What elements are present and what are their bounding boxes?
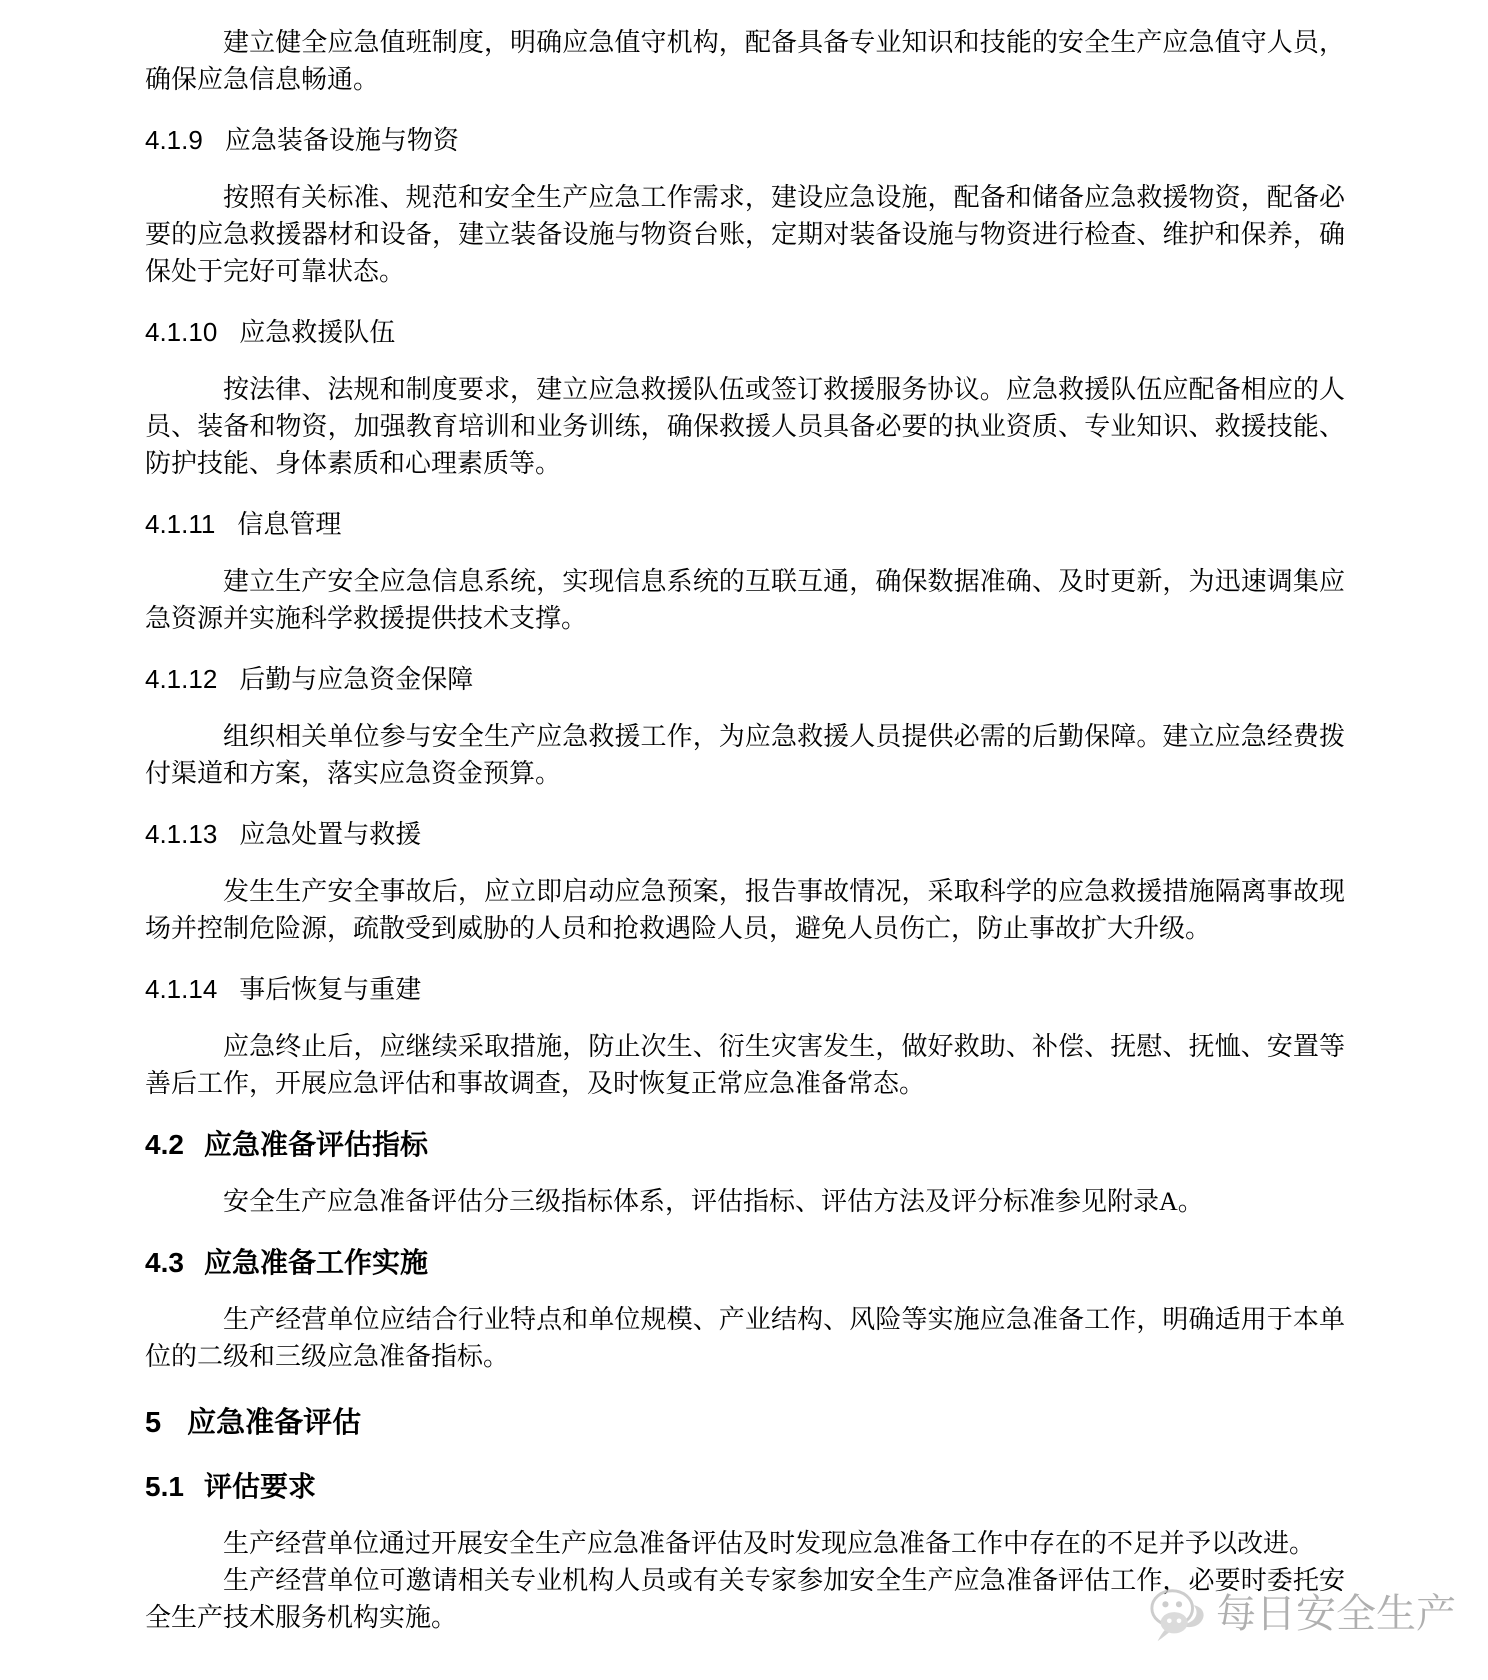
heading-5: [145, 1405, 1345, 1442]
heading-title: 后勤与应急资金保障: [239, 665, 474, 694]
heading-4-1-12: [145, 661, 1345, 698]
heading-title: 应急准备评估: [187, 1407, 362, 1439]
heading-title: 评估要求: [203, 1471, 316, 1502]
heading-4-3: [145, 1244, 1345, 1281]
heading-4-1-10: [145, 314, 1345, 351]
paragraph-information-management: 建立生产安全应急信息系统，实现信息系统的互联互通，确保数据准确、及时更新，为迅速调集应急资源并实施科学救援提供技术支撑。: [145, 567, 1345, 633]
paragraph-evaluation-indicators: 安全生产应急准备评估分三级指标体系，评估指标、评估方法及评分标准参见附录A。: [223, 1187, 1204, 1216]
heading-title: 应急准备工作实施: [203, 1247, 428, 1278]
heading-4-1-13: [145, 816, 1345, 853]
heading-title: 应急救援队伍: [239, 318, 396, 347]
heading-title: 应急准备评估指标: [203, 1129, 428, 1160]
paragraph-evaluation-requirement-2: 生产经营单位可邀请相关专业机构人员或有关专家参加安全生产应急准备评估工作，必要时委托安全生产技术服务机构实施。: [145, 1566, 1345, 1632]
heading-title: 事后恢复与重建: [239, 975, 422, 1004]
heading-number: 4.2: [145, 1129, 184, 1160]
paragraph-rescue-team: 按法律、法规和制度要求，建立应急救援队伍或签订救援服务协议。应急救援队伍应配备相应的人员、装备和物资，加强教育培训和业务训练，确保救援人员具备必要的执业资质、专业知识、救援技能、防护技能、身体素质和心理素质等。: [145, 375, 1345, 478]
heading-title: 应急处置与救援: [239, 820, 422, 849]
heading-number: 4.1.13: [145, 819, 218, 849]
heading-number: 4.1.9: [145, 125, 203, 155]
heading-4-1-14: [145, 971, 1345, 1008]
watermark-label: 每日安全生产: [1216, 1592, 1456, 1636]
heading-number: 4.1.14: [145, 974, 218, 1004]
heading-4-1-11: [145, 506, 1345, 543]
paragraph-evaluation-requirement-1: 生产经营单位通过开展安全生产应急准备评估及时发现应急准备工作中存在的不足并予以改进。: [223, 1529, 1316, 1558]
paragraph-recovery-rebuild: 应急终止后，应继续采取措施，防止次生、衍生灾害发生，做好救助、补偿、抚慰、抚恤、安置等善后工作，开展应急评估和事故调查，及时恢复正常应急准备常态。: [145, 1032, 1345, 1098]
heading-4-1-9: [145, 122, 1345, 159]
heading-number: 4.3: [145, 1247, 184, 1278]
heading-title: 信息管理: [237, 510, 342, 539]
heading-4-2: [145, 1126, 1345, 1163]
paragraph-equipment-supplies: 按照有关标准、规范和安全生产应急工作需求，建设应急设施，配备和储备应急救援物资，配备必要的应急救援器材和设备，建立装备设施与物资台账，定期对装备设施与物资进行检查、维护和保养，确保处于完好可靠状态。: [145, 183, 1345, 286]
paragraph-duty-system: 建立健全应急值班制度，明确应急值守机构，配备具备专业知识和技能的安全生产应急值守人员，确保应急信息畅通。: [145, 28, 1345, 94]
paragraph-work-implementation: 生产经营单位应结合行业特点和单位规模、产业结构、风险等实施应急准备工作，明确适用于本单位的二级和三级应急准备指标。: [145, 1305, 1345, 1371]
heading-title: 应急装备设施与物资: [224, 126, 459, 155]
heading-number: 4.1.10: [145, 317, 218, 347]
heading-number: 5.1: [145, 1471, 184, 1502]
heading-number: 4.1.12: [145, 664, 218, 694]
heading-number: 5: [145, 1407, 162, 1439]
heading-5-1: [145, 1468, 1345, 1505]
heading-number: 4.1.11: [145, 509, 216, 539]
paragraph-response-rescue: 发生生产安全事故后，应立即启动应急预案，报告事故情况，采取科学的应急救援措施隔离事故现场并控制危险源，疏散受到威胁的人员和抢救遇险人员，避免人员伤亡，防止事故扩大升级。: [145, 877, 1345, 943]
paragraph-logistics-funding: 组织相关单位参与安全生产应急救援工作，为应急救援人员提供必需的后勤保障。建立应急经费拨付渠道和方案，落实应急资金预算。: [145, 722, 1345, 788]
